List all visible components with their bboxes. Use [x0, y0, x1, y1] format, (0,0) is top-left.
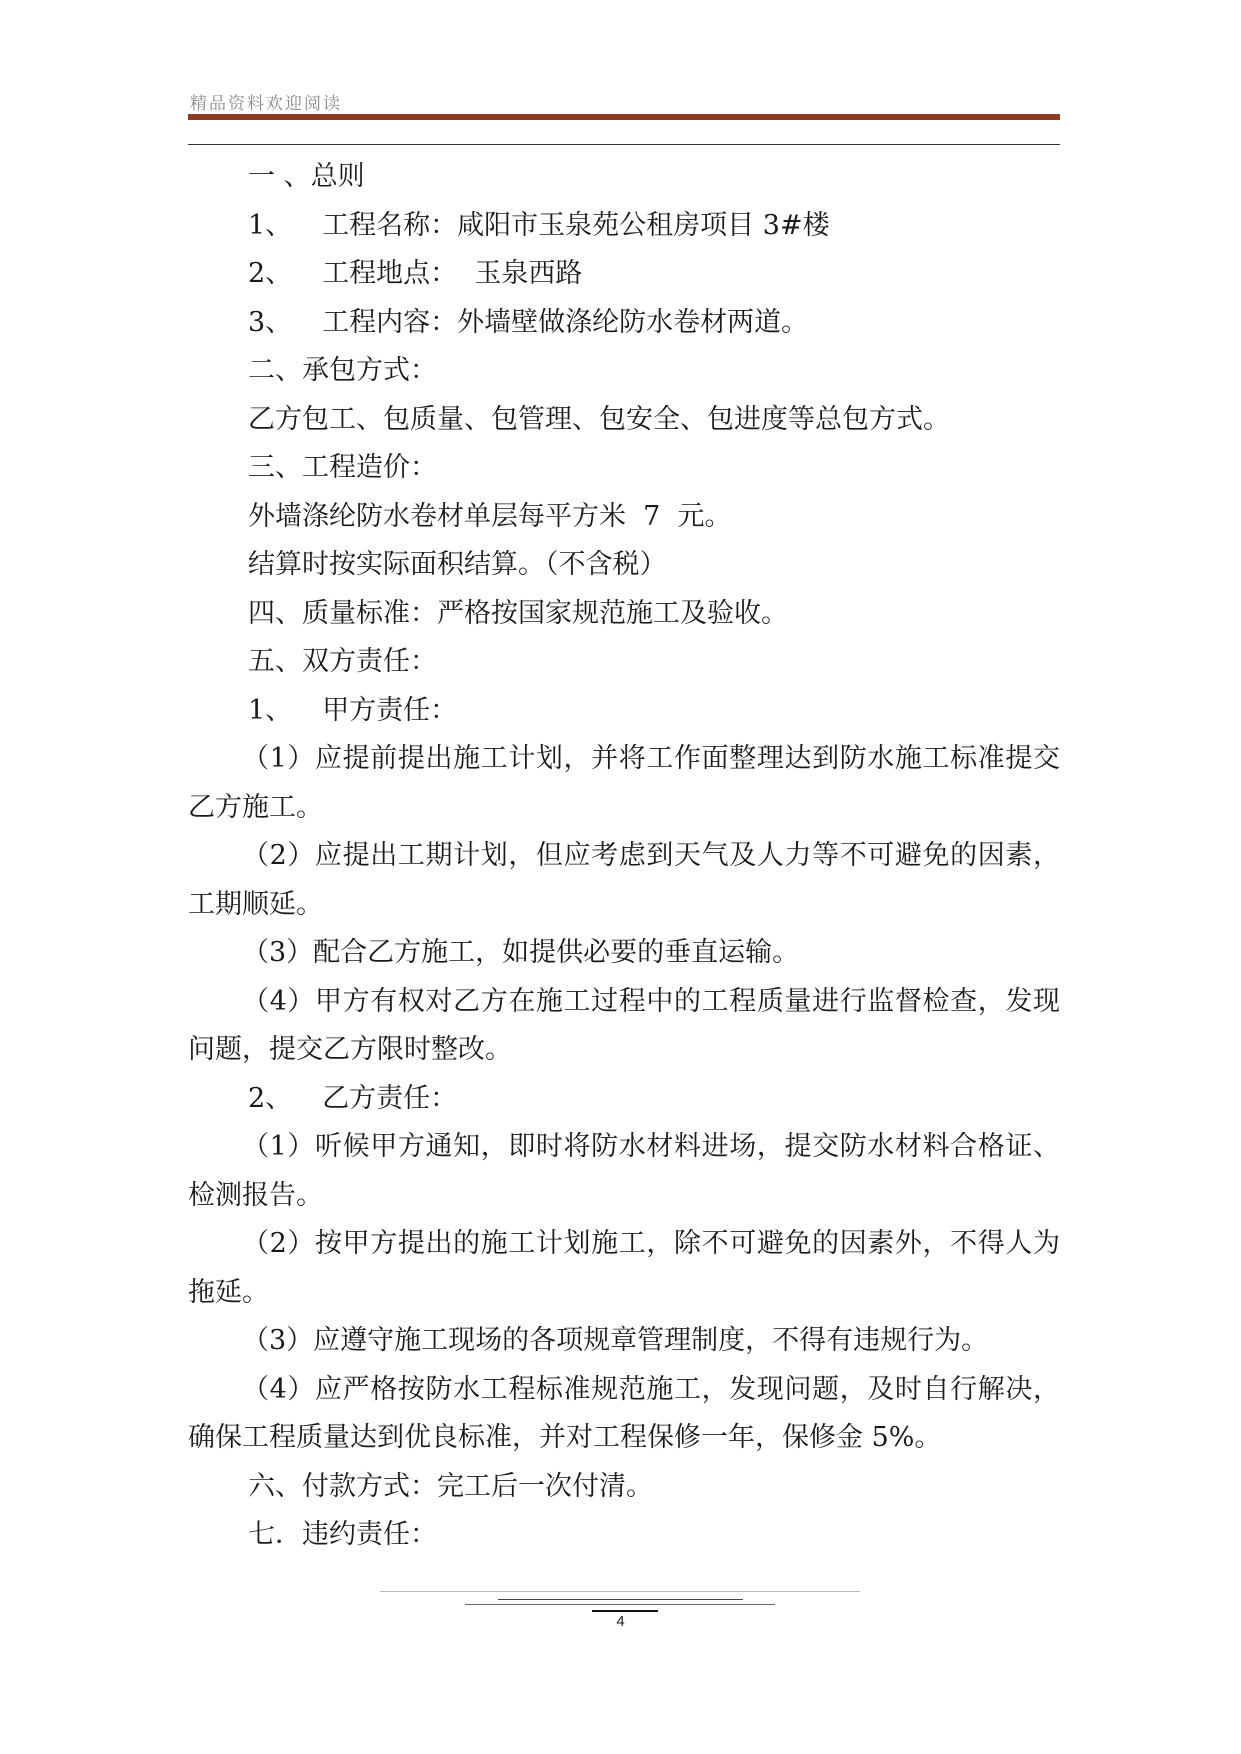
- item-text: 甲方责任：: [322, 694, 458, 726]
- section-5-party-a: [188, 687, 1060, 736]
- section-1-item-1: [188, 202, 1060, 251]
- party-a-clause-2: （2）应提出工期计划，但应考虑到天气及人力等不可避免的因素，工期顺延。: [188, 840, 1060, 920]
- section-2-heading: 二、承包方式：: [248, 355, 437, 386]
- item-number: 2、: [248, 258, 293, 289]
- section-3-line-2: 结算时按实际面积结算。（不含税）: [248, 549, 667, 580]
- header-rule-thick: [188, 114, 1060, 120]
- section-4: 四、质量标准：严格按国家规范施工及验收。: [248, 597, 788, 629]
- item-text: 工程地点： 玉泉西路: [322, 258, 583, 289]
- party-a-clause-1: （1）应提前提出施工计划，并将工作面整理达到防水施工标准提交乙方施工。: [188, 743, 1060, 823]
- section-1-item-2: [188, 250, 1060, 299]
- item-number: 1、: [248, 694, 293, 726]
- party-a-clause-4: （4）甲方有权对乙方在施工过程中的工程质量进行监督检查，发现问题，提交乙方限时整改。: [188, 985, 1060, 1065]
- section-7: 七．违约责任：: [248, 1519, 437, 1550]
- section-3-heading: 三、工程造价：: [248, 452, 437, 483]
- section-1-item-3: [188, 299, 1060, 348]
- section-1-heading: 一 、总则: [248, 161, 365, 192]
- party-b-clause-1: （1）听候甲方通知，即时将防水材料进场，提交防水材料合格证、检测报告。: [188, 1131, 1060, 1211]
- party-b-clause-4: （4）应严格按防水工程标准规范施工，发现问题，及时自行解决，确保工程质量达到优良标准，并对工程保修一年，保修金 5%。: [188, 1373, 1060, 1453]
- section-5-party-b: [188, 1075, 1060, 1124]
- footer-rule-outer: [380, 1591, 860, 1592]
- section-3-line-1: 外墙涤纶防水卷材单层每平方米 7 元。: [248, 500, 732, 532]
- footer-rule-top: [498, 1599, 743, 1600]
- party-b-clause-3: （3）应遵守施工现场的各项规章管理制度，不得有违规行为。: [242, 1325, 989, 1356]
- item-number: 1、: [248, 209, 293, 241]
- item-number: 2、: [248, 1082, 293, 1114]
- item-number: 3、: [248, 306, 293, 338]
- section-5-heading: 五、双方责任：: [248, 646, 437, 677]
- item-text: 工程名称：咸阳市玉泉苑公租房项目 3#楼: [322, 209, 830, 241]
- item-text: 乙方责任：: [322, 1082, 458, 1114]
- page-number: 4: [616, 1613, 625, 1630]
- footer-rule-middle: [465, 1604, 775, 1605]
- section-2-text: 乙方包工、包质量、包管理、包安全、包进度等总包方式。: [248, 403, 950, 435]
- header-title: 精品资料欢迎阅读: [190, 94, 342, 114]
- party-b-clause-2: （2）按甲方提出的施工计划施工，除不可避免的因素外，不得人为拖延。: [188, 1228, 1060, 1308]
- header-rule-thin: [188, 144, 1060, 145]
- footer-rule-short: [592, 1610, 658, 1612]
- section-6: 六、付款方式：完工后一次付清。: [248, 1470, 653, 1502]
- party-a-clause-3: （3）配合乙方施工，如提供必要的垂直运输。: [242, 937, 800, 968]
- document-body: [188, 153, 1060, 1560]
- item-text: 工程内容：外墙壁做涤纶防水卷材两道。: [322, 306, 809, 338]
